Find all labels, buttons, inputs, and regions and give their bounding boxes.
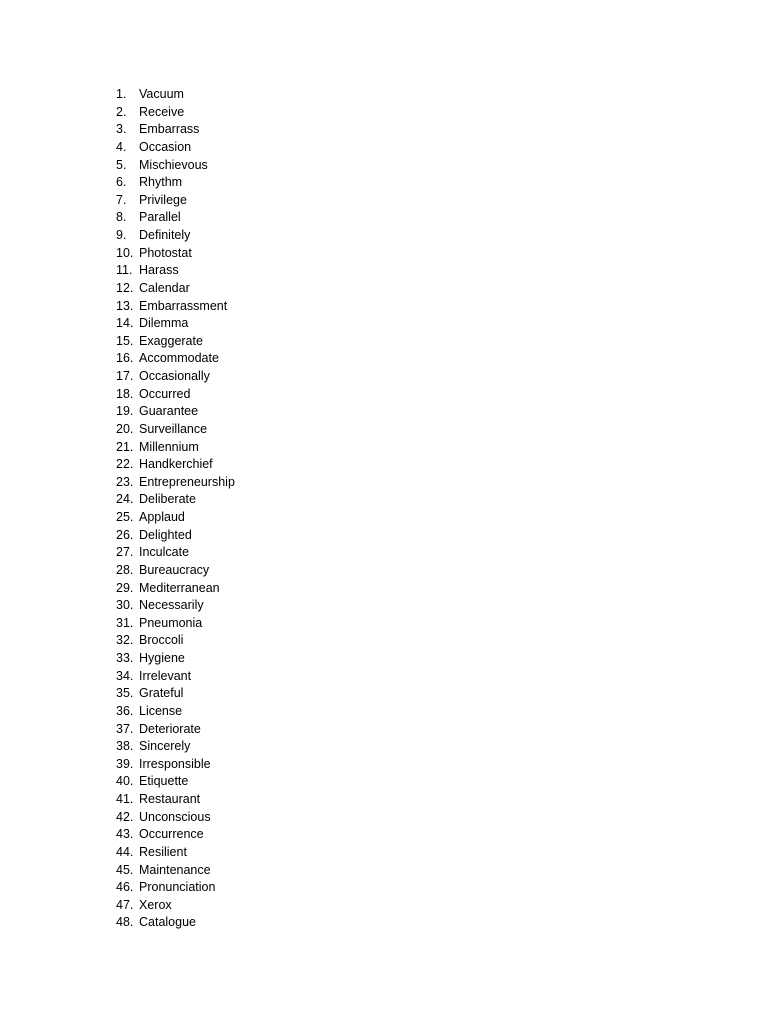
list-item (116, 192, 235, 210)
list-item (116, 615, 235, 633)
list-item (116, 580, 235, 598)
list-item (116, 315, 235, 333)
list-item-word: Delighted (139, 527, 192, 542)
list-item (116, 421, 235, 439)
list-item-number: 11. (116, 263, 133, 278)
list-item (116, 139, 235, 157)
list-item-number: 29. (116, 580, 134, 595)
list-item-number: 21. (116, 439, 134, 454)
list-item-word: Rhythm (139, 175, 183, 190)
list-item-word: Irrelevant (139, 668, 192, 683)
list-item-number: 14. (116, 316, 134, 331)
list-item-number: 46. (116, 880, 134, 895)
list-item (116, 333, 235, 351)
list-item (116, 738, 235, 756)
list-item-word: Etiquette (139, 774, 189, 789)
list-item-word: Embarrass (139, 122, 200, 137)
list-item-word: Deteriorate (139, 721, 201, 736)
list-item (116, 456, 235, 474)
list-item (116, 562, 235, 580)
list-item-number: 32. (116, 633, 134, 648)
list-item-number: 10. (116, 245, 134, 260)
list-item-number: 18. (116, 386, 134, 401)
list-item-number: 37. (116, 721, 134, 736)
list-item (116, 386, 235, 404)
list-item-word: Occurrence (139, 827, 204, 842)
list-item-number: 22. (116, 457, 134, 472)
list-item-number: 24. (116, 492, 134, 507)
list-item-word: Bureaucracy (139, 562, 210, 577)
list-item-number: 43. (116, 827, 134, 842)
list-item (116, 544, 235, 562)
list-item (116, 897, 235, 915)
list-item-word: Millennium (139, 439, 199, 454)
list-item (116, 773, 235, 791)
list-item (116, 791, 235, 809)
list-item (116, 826, 235, 844)
list-item (116, 280, 235, 298)
list-item-number: 25. (116, 510, 134, 524)
list-item-number: 4. (116, 139, 127, 154)
list-item-word: Occurred (139, 386, 191, 401)
list-item-number: 8. (116, 210, 127, 225)
list-item-word: Grateful (139, 686, 184, 701)
list-item (116, 862, 235, 880)
list-item-word: Pronunciation (139, 880, 216, 895)
list-item-word: Handkerchief (139, 457, 213, 472)
list-item (116, 914, 235, 932)
list-item-number: 2. (116, 104, 127, 119)
list-item (116, 879, 235, 897)
list-item (116, 86, 235, 104)
list-item-word: Resilient (139, 844, 187, 859)
list-item-number: 30. (116, 598, 134, 613)
list-item-number: 33. (116, 651, 134, 665)
list-item-word: Entrepreneurship (139, 474, 235, 489)
list-item-number: 38. (116, 739, 134, 754)
list-item-number: 9. (116, 228, 127, 242)
list-item-number: 34. (116, 668, 134, 683)
list-item-number: 5. (116, 157, 127, 172)
list-item-word: Applaud (139, 510, 185, 524)
list-item (116, 597, 235, 615)
list-item-word: Hygiene (139, 651, 185, 665)
list-item-number: 36. (116, 703, 134, 718)
list-item-word: Xerox (139, 897, 172, 912)
list-item-number: 40. (116, 774, 134, 789)
list-item-word: Guarantee (139, 404, 199, 419)
list-item-number: 19. (116, 404, 134, 419)
list-item-number: 12. (116, 280, 134, 295)
list-item (116, 174, 235, 192)
list-item-word: Irresponsible (139, 756, 211, 771)
list-item-word: Occasionally (139, 369, 210, 383)
list-item-word: Mediterranean (139, 580, 220, 595)
list-item-word: Accommodate (139, 351, 219, 366)
list-item-number: 6. (116, 175, 127, 190)
list-item (116, 209, 235, 227)
list-item (116, 227, 235, 245)
list-item (116, 104, 235, 122)
list-item-number: 31. (116, 615, 134, 630)
list-item-number: 47. (116, 897, 134, 912)
list-item-number: 16. (116, 351, 134, 366)
list-item-number: 48. (116, 915, 134, 930)
list-item-word: Pneumonia (139, 615, 203, 630)
list-item-word: Deliberate (139, 492, 196, 507)
list-item (116, 491, 235, 509)
list-item-word: Restaurant (139, 792, 201, 806)
list-item-word: Definitely (139, 228, 191, 242)
list-item (116, 721, 235, 739)
list-item (116, 650, 235, 668)
list-item-number: 26. (116, 527, 134, 542)
list-item-word: Mischievous (139, 157, 208, 172)
list-item-word: License (139, 703, 183, 718)
list-item-word: Receive (139, 104, 185, 119)
list-item (116, 632, 235, 650)
list-item-word: Vacuum (139, 87, 184, 101)
list-item-number: 15. (116, 333, 134, 348)
list-item (116, 509, 235, 527)
list-item (116, 844, 235, 862)
list-item-word: Photostat (139, 245, 192, 260)
list-item-word: Privilege (139, 192, 187, 207)
list-item-number: 1. (116, 87, 127, 101)
list-item (116, 121, 235, 139)
list-item-number: 13. (116, 298, 134, 313)
list-item (116, 668, 235, 686)
list-item (116, 439, 235, 457)
list-item (116, 157, 235, 175)
list-item-number: 35. (116, 686, 134, 701)
list-item-word: Calendar (139, 280, 190, 295)
list-item-word: Occasion (139, 139, 192, 154)
list-item (116, 474, 235, 492)
list-item-number: 17. (116, 369, 134, 383)
list-item (116, 368, 235, 386)
list-item-number: 28. (116, 562, 134, 577)
list-item-word: Embarrassment (139, 298, 228, 313)
list-item-number: 39. (116, 756, 134, 771)
list-item-number: 41. (116, 792, 134, 806)
list-item (116, 403, 235, 421)
list-item (116, 262, 235, 280)
list-item (116, 756, 235, 774)
list-item-word: Necessarily (139, 598, 204, 613)
list-item (116, 245, 235, 263)
list-item-number: 23. (116, 474, 134, 489)
list-item (116, 527, 235, 545)
list-item-word: Inculcate (139, 545, 190, 560)
list-item-word: Maintenance (139, 862, 211, 877)
list-item (116, 703, 235, 721)
list-item-number: 42. (116, 809, 134, 824)
list-item-number: 20. (116, 421, 134, 436)
list-item (116, 298, 235, 316)
list-item (116, 809, 235, 827)
list-item-word: Broccoli (139, 633, 184, 648)
list-item-word: Surveillance (139, 421, 208, 436)
list-item-word: Catalogue (139, 915, 196, 930)
list-item-word: Dilemma (139, 316, 189, 331)
list-item-word: Exaggerate (139, 333, 203, 348)
list-item (116, 350, 235, 368)
list-item-number: 7. (116, 192, 127, 207)
list-item-word: Unconscious (139, 809, 211, 824)
list-item (116, 685, 235, 703)
list-item-number: 44. (116, 844, 134, 859)
list-item-number: 27. (116, 545, 134, 560)
list-item-word: Parallel (139, 210, 181, 225)
list-item-number: 3. (116, 122, 127, 137)
list-item-word: Harass (139, 263, 179, 278)
list-item-number: 45. (116, 862, 134, 877)
list-item-word: Sincerely (139, 739, 191, 754)
numbered-word-list (116, 86, 235, 932)
